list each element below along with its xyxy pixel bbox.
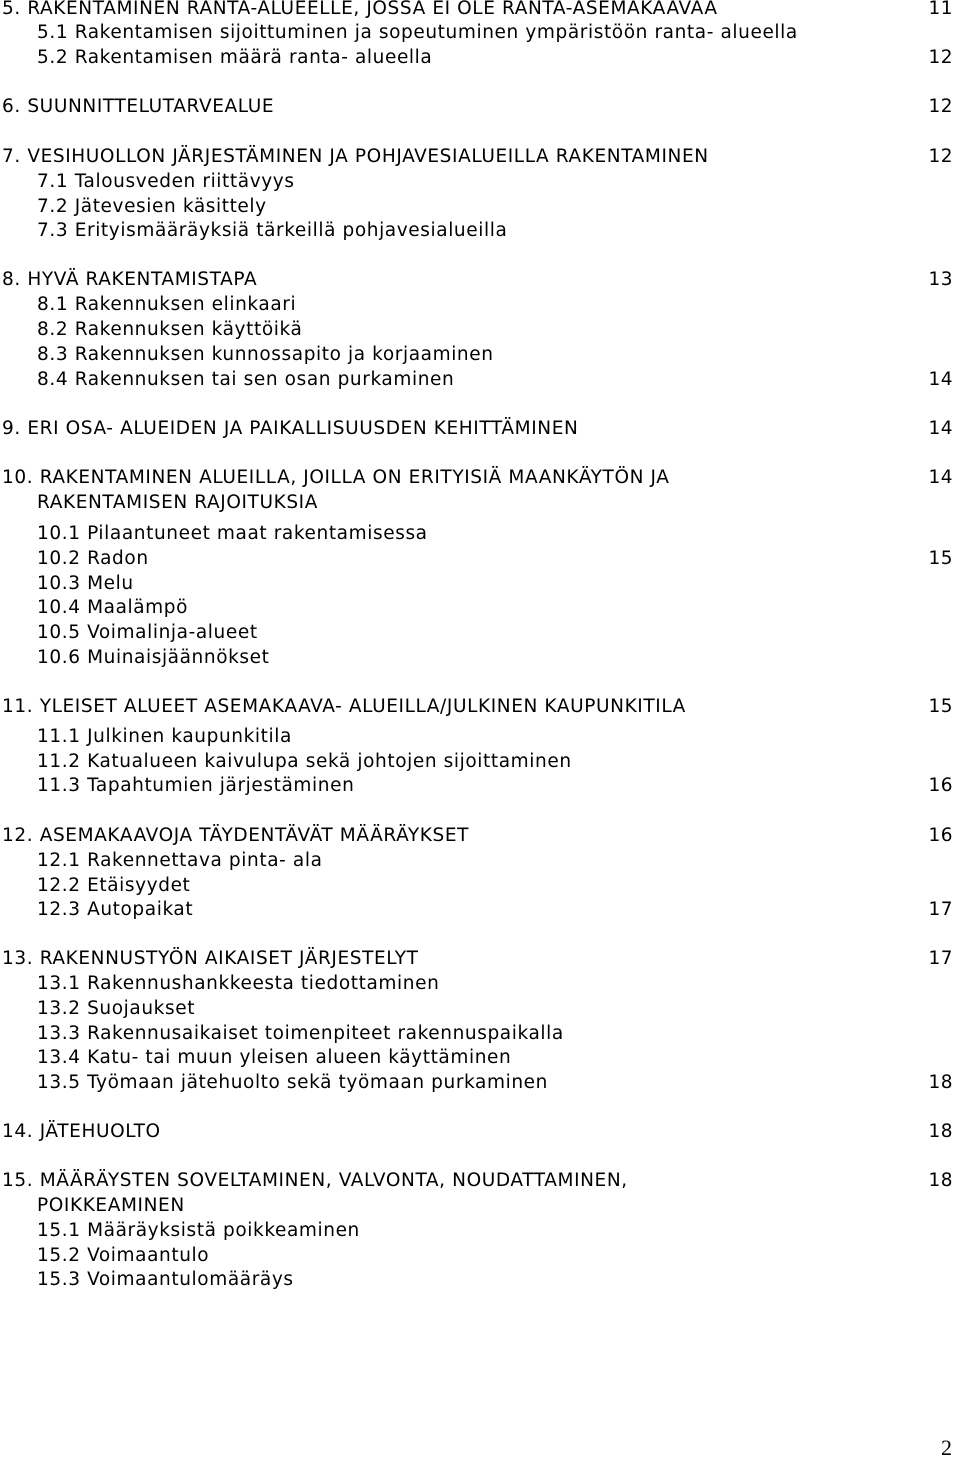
toc-page-number: 14 [928, 467, 953, 488]
toc-section[interactable]: 9. ERI OSA- ALUEIDEN JA PAIKALLISUUSDEN KEHITTÄMINEN [2, 418, 579, 439]
toc-section[interactable]: 13. RAKENNUSTYÖN AIKAISET JÄRJESTELYT [2, 948, 419, 969]
toc-subsection[interactable]: 10.1 Pilaantuneet maat rakentamisessa [37, 523, 428, 544]
toc-section-continuation: POIKKEAMINEN [37, 1195, 185, 1216]
toc-page-number: 17 [928, 899, 953, 920]
toc-subsection[interactable]: 13.2 Suojaukset [37, 998, 196, 1019]
toc-subsection[interactable]: 12.3 Autopaikat [37, 899, 194, 920]
toc-page-number: 11 [928, 0, 953, 19]
toc-page-number: 12 [928, 47, 953, 68]
toc-subsection[interactable]: 15.1 Määräyksistä poikkeaminen [37, 1220, 360, 1241]
page-number: 2 [941, 1435, 952, 1460]
toc-section[interactable]: 15. MÄÄRÄYSTEN SOVELTAMINEN, VALVONTA, NOUDATTAMINEN, [2, 1170, 628, 1191]
toc-subsection[interactable]: 12.1 Rakennettava pinta- ala [37, 850, 323, 871]
toc-section[interactable]: 6. SUUNNITTELUTARVEALUE [2, 96, 275, 117]
toc-subsection[interactable]: 10.3 Melu [37, 573, 134, 594]
toc-section[interactable]: 14. JÄTEHUOLTO [2, 1121, 161, 1142]
toc-subsection[interactable]: 12.2 Etäisyydet [37, 875, 191, 896]
toc-section[interactable]: 7. VESIHUOLLON JÄRJESTÄMINEN JA POHJAVESIALUEILLA RAKENTAMINEN [2, 146, 709, 167]
toc-subsection[interactable]: 8.2 Rakennuksen käyttöikä [37, 319, 303, 340]
toc-page-number: 15 [928, 696, 953, 717]
toc-section[interactable]: 10. RAKENTAMINEN ALUEILLA, JOILLA ON ERITYISIÄ MAANKÄYTÖN JA [2, 467, 670, 488]
toc-subsection[interactable]: 13.3 Rakennusaikaiset toimenpiteet rakennuspaikalla [37, 1023, 564, 1044]
toc-subsection[interactable]: 7.1 Talousveden riittävyys [37, 171, 295, 192]
toc-section[interactable]: 5. RAKENTAMINEN RANTA-ALUEELLE, JOSSA EI OLE RANTA-ASEMAKAAVAA [2, 0, 718, 19]
toc-subsection[interactable]: 11.2 Katualueen kaivulupa sekä johtojen sijoittaminen [37, 751, 572, 772]
toc-page-number: 18 [928, 1170, 953, 1191]
toc-subsection[interactable]: 11.1 Julkinen kaupunkitila [37, 726, 292, 747]
toc-subsection[interactable]: 10.5 Voimalinja-alueet [37, 622, 258, 643]
toc-subsection[interactable]: 5.1 Rakentamisen sijoittuminen ja sopeutuminen ympäristöön ranta- alueella [37, 22, 798, 43]
toc-section-continuation: RAKENTAMISEN RAJOITUKSIA [37, 492, 318, 513]
toc-subsection[interactable]: 7.2 Jätevesien käsittely [37, 196, 267, 217]
toc-subsection[interactable]: 13.5 Työmaan jätehuolto sekä työmaan purkaminen [37, 1072, 548, 1093]
toc-section[interactable]: 8. HYVÄ RAKENTAMISTAPA [2, 269, 258, 290]
toc-subsection[interactable]: 8.4 Rakennuksen tai sen osan purkaminen [37, 369, 455, 390]
toc-subsection[interactable]: 7.3 Erityismääräyksiä tärkeillä pohjavesialueilla [37, 220, 508, 241]
toc-page-number: 14 [928, 418, 953, 439]
toc-subsection[interactable]: 11.3 Tapahtumien järjestäminen [37, 775, 355, 796]
toc-subsection[interactable]: 15.2 Voimaantulo [37, 1245, 210, 1266]
toc-subsection[interactable]: 13.1 Rakennushankkeesta tiedottaminen [37, 973, 440, 994]
toc-section[interactable]: 12. ASEMAKAAVOJA TÄYDENTÄVÄT MÄÄRÄYKSET [2, 825, 470, 846]
toc-subsection[interactable]: 5.2 Rakentamisen määrä ranta- alueella [37, 47, 433, 68]
toc-page-number: 15 [928, 548, 953, 569]
toc-subsection[interactable]: 15.3 Voimaantulomääräys [37, 1269, 294, 1290]
toc-page-number: 12 [928, 96, 953, 117]
toc-subsection[interactable]: 10.6 Muinaisjäännökset [37, 647, 270, 668]
toc-page-number: 12 [928, 146, 953, 167]
toc-subsection[interactable]: 10.2 Radon [37, 548, 149, 569]
toc-subsection[interactable]: 10.4 Maalämpö [37, 597, 189, 618]
toc-section[interactable]: 11. YLEISET ALUEET ASEMAKAAVA- ALUEILLA/JULKINEN KAUPUNKITILA [2, 696, 686, 717]
toc-page-number: 18 [928, 1072, 953, 1093]
toc-page-number: 13 [928, 269, 953, 290]
toc-subsection[interactable]: 13.4 Katu- tai muun yleisen alueen käyttäminen [37, 1047, 512, 1068]
toc-page-number: 16 [928, 775, 953, 796]
toc-subsection[interactable]: 8.3 Rakennuksen kunnossapito ja korjaaminen [37, 344, 494, 365]
toc-page-number: 16 [928, 825, 953, 846]
toc-subsection[interactable]: 8.1 Rakennuksen elinkaari [37, 294, 297, 315]
toc-page-number: 18 [928, 1121, 953, 1142]
toc-page-number: 17 [928, 948, 953, 969]
toc-page-number: 14 [928, 369, 953, 390]
